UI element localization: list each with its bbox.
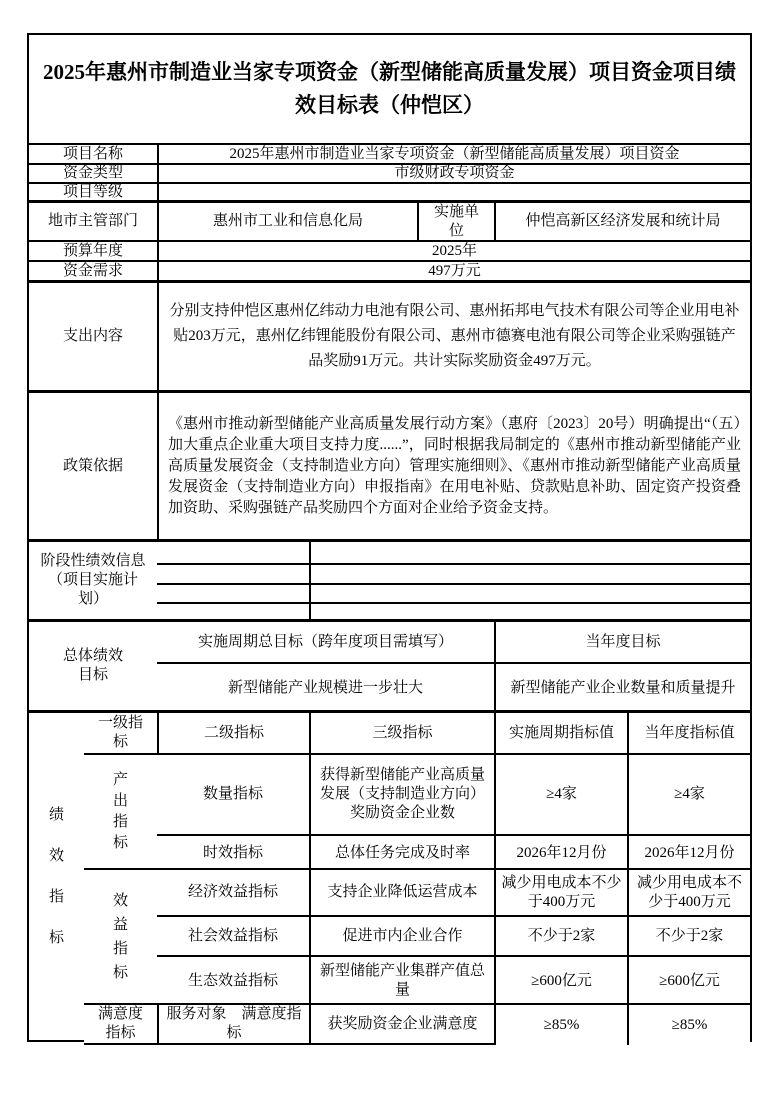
header-level1 [84, 713, 157, 753]
ecological-period: ≥600亿元 [494, 957, 627, 1005]
row-fund-type [29, 163, 750, 182]
social-year: 不少于2家 [627, 917, 750, 955]
budget-year-value: 2025年 [157, 242, 750, 260]
overall-goal-label [29, 622, 157, 710]
overall-goal-header-row [157, 622, 750, 662]
row-policy [29, 390, 750, 539]
policy-cell [157, 393, 750, 539]
indicator-side-label-text: 绩效指标 [48, 806, 64, 946]
phase-row-2 [157, 563, 750, 583]
phase-empty-cell [309, 604, 750, 622]
row-phase-info [29, 539, 750, 619]
row-overall-goal [29, 619, 750, 710]
indicator-body [84, 713, 750, 1042]
project-name-value: 2025年惠州市制造业当家专项资金（新型储能高质量发展）项目资金 [157, 145, 750, 163]
fund-need-label: 资金需求 [62, 262, 123, 279]
phase-empty-cell [309, 565, 750, 583]
phase-empty-cell [157, 604, 309, 622]
group-output-label [84, 755, 157, 868]
header-level1-text: 一级指标 [97, 715, 143, 750]
project-name-label: 项目名称 [62, 145, 123, 162]
social-period: 不少于2家 [494, 917, 627, 955]
indicator-group-satisfaction [84, 1003, 750, 1045]
fund-need-value: 497万元 [157, 262, 750, 280]
performance-target-table [27, 33, 752, 1042]
ecological-year: ≥600亿元 [627, 957, 750, 1005]
overall-goal-label-text: 总体绩效目标 [62, 648, 123, 683]
header-period-value: 实施周期指标值 [494, 713, 627, 753]
satisfaction-level1-text: 满意度指标 [97, 1006, 143, 1041]
header-level2: 二级指标 [157, 713, 309, 753]
row-fund-need [29, 260, 750, 280]
header-level3: 三级指标 [309, 713, 494, 753]
quantity-level2: 数量指标 [202, 786, 263, 802]
header-year-value: 当年度指标值 [627, 713, 750, 753]
overall-goal-value-row [157, 662, 750, 713]
economic-level2: 经济效益指标 [187, 884, 278, 900]
row-budget-year [29, 240, 750, 260]
expense-text: 分别支持仲恺区惠州亿纬动力电池有限公司、惠州拓邦电气技术有限公司等企业用电补贴203万元，惠州亿纬锂能股份有限公司、惠州市德赛电池有限公司等企业采购强链产品奖励91万元。共计实际奖励资金497万元。 [169, 303, 740, 369]
overall-goal-rows [157, 622, 750, 710]
row-project-name [29, 143, 750, 163]
phase-label-text: 阶段性绩效信息（项目实施计划） [40, 553, 146, 607]
impl-unit-label-text: 实施单位 [433, 203, 479, 239]
indicator-side-label [29, 713, 84, 1042]
economic-period: 减少用电成本不少于400万元 [494, 870, 627, 915]
year-goal-header: 当年度目标 [494, 622, 750, 662]
group-output-rows [157, 755, 750, 868]
phase-empty-cell [157, 585, 309, 602]
quantity-year: ≥4家 [627, 755, 750, 834]
row-economic [157, 870, 750, 915]
row-project-level [29, 182, 750, 200]
social-level2: 社会效益指标 [187, 927, 278, 944]
phase-row-3 [157, 583, 750, 602]
period-goal-value: 新型储能产业规模进一步壮大 [227, 680, 423, 696]
row-ecological [157, 955, 750, 1005]
social-level3: 促进市内企业合作 [309, 917, 494, 955]
fund-type-label: 资金类型 [62, 165, 123, 181]
phase-row-4 [157, 602, 750, 622]
quantity-period: ≥4家 [494, 755, 627, 834]
budget-year-label: 预算年度 [62, 242, 123, 259]
expense-cell [157, 283, 750, 390]
row-timeliness [157, 834, 750, 870]
policy-label: 政策依据 [62, 457, 123, 474]
row-quantity [157, 755, 750, 834]
project-level-label: 项目等级 [62, 184, 123, 200]
impl-unit-value: 仲恺高新区经济发展和统计局 [494, 203, 750, 240]
satisfaction-year: ≥85% [627, 1005, 750, 1045]
group-benefit-label-text: 效益指标 [112, 892, 128, 981]
expense-label: 支出内容 [62, 328, 123, 344]
satisfaction-level3: 获奖励资金企业满意度 [309, 1005, 494, 1045]
project-level-value [157, 184, 750, 200]
period-goal-header: 实施周期总目标（跨年度项目需填写） [197, 633, 453, 650]
satisfaction-period: ≥85% [494, 1005, 627, 1045]
satisfaction-level2: 服务对象 满意度指标 [157, 1005, 309, 1045]
phase-label [29, 542, 157, 619]
city-dept-label: 地市主管部门 [47, 213, 138, 229]
economic-level3: 支持企业降低运营成本 [309, 870, 494, 915]
timeliness-period: 2026年12月份 [494, 836, 627, 870]
row-city-dept [29, 200, 750, 240]
page-title: 2025年惠州市制造业当家专项资金（新型储能高质量发展）项目资金项目绩效目标表（仲恺区） [43, 60, 736, 117]
group-output-label-text: 产出指标 [112, 771, 128, 851]
ecological-level2: 生态效益指标 [187, 972, 278, 989]
group-benefit-rows [157, 870, 750, 1003]
timeliness-level3: 总体任务完成及时率 [309, 836, 494, 870]
city-dept-value: 惠州市工业和信息化局 [157, 203, 417, 240]
impl-unit-label [417, 203, 494, 240]
title-row [29, 35, 750, 143]
indicator-table [29, 710, 750, 1042]
satisfaction-level1 [84, 1005, 157, 1045]
year-goal-value: 新型储能产业企业数量和质量提升 [494, 664, 750, 713]
economic-year: 减少用电成本不少于400万元 [627, 870, 750, 915]
timeliness-level2: 时效指标 [202, 844, 263, 861]
quantity-level3: 获得新型储能产业高质量发展（支持制造业方向）奖励资金企业数 [309, 755, 494, 834]
row-expense [29, 280, 750, 390]
phase-empty-cell [309, 542, 750, 563]
phase-empty-cell [157, 542, 309, 563]
indicator-group-benefit [84, 868, 750, 1003]
group-benefit-label [84, 870, 157, 1003]
policy-text: 《惠州市推动新型储能产业高质量发展行动方案》（惠府〔2023〕20号）明确提出“（五）加大重点企业重大项目支持力度......”，同时根据我局制定的《惠州市推动新型储能产业高质量发展资金（支持制造业方向）管理实施细则》、《惠州市推动新型储能产业高质量发展资金（支持制造业方向）申报指南》在用电补贴、贷款贴息补助、固定资产投资叠加资助、采购强链产品奖励四个方面对企业给予资金支持。 [168, 415, 741, 516]
ecological-level3: 新型储能产业集群产值总量 [309, 957, 494, 1005]
phase-row-1 [157, 542, 750, 563]
fund-type-value: 市级财政专项资金 [157, 165, 750, 182]
indicator-group-output [84, 753, 750, 868]
phase-empty-cell [309, 585, 750, 602]
indicator-header-row [84, 713, 750, 753]
timeliness-year: 2026年12月份 [627, 836, 750, 870]
phase-rows [157, 542, 750, 619]
phase-empty-cell [157, 565, 309, 583]
row-social [157, 915, 750, 955]
